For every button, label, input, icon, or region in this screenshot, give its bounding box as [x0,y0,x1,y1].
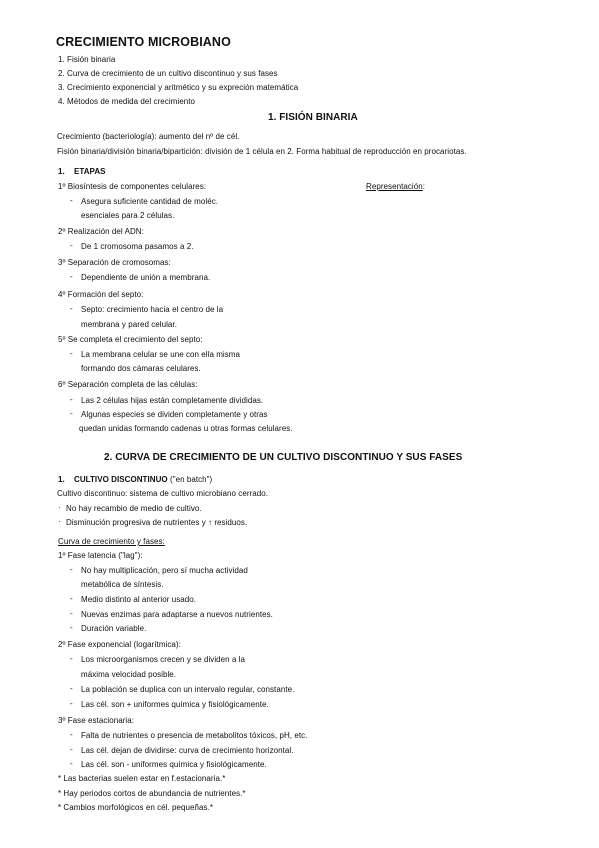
dash-icon: - [70,623,73,632]
dash-icon: - [70,730,73,739]
s2-line-13: Falta de nutrientes o presencia de metabolitos tóxicos, pH, etc. [81,731,308,740]
s1-line-8: 4º Formación del septo: [58,290,144,299]
s1-line-17: quedan unidas formando cadenas u otras formas celulares. [79,424,293,433]
s1-line-6: 3º Separación de cromosomas: [58,258,171,267]
s2-line-8: Los microorganismos crecen y se dividen a la [81,655,246,664]
s1-line-5: De 1 cromosoma pasamos a 2. [81,242,194,251]
s1-line-16: Algunas especies se dividen completamente y otras [81,410,268,419]
dash-icon: - [70,304,73,313]
etapas-heading: ETAPAS [74,167,106,176]
s1-line-4: 2º Realización del ADN: [58,227,144,236]
s2-line-4: Medio distinto al anterior usado. [81,595,197,604]
etapas-number: 1. [58,167,65,176]
dash-icon: - [70,759,73,768]
dash-icon: - [70,745,73,754]
dash-icon: - [70,196,73,205]
dash-icon: - [70,272,73,281]
s2-line-9: máxima velocidad posible. [81,670,177,679]
s2-line-6: Duración variable. [81,624,147,633]
s1-paragraph-1: Crecimiento (bacteriología): aumento del nº de cél. [57,132,240,141]
toc-item-4: 4. Métodos de medida del crecimiento [58,97,195,106]
s2-note-2: * Hay periodos cortos de abundancia de nutrientes.* [58,789,246,798]
s1-line-11: 5º Se completa el crecimiento del septo: [58,335,203,344]
s2-paragraph-1: Cultivo discontinuo: sistema de cultivo microbiano cerrado. [57,489,269,498]
curva-heading: Curva de crecimiento y fases: [58,537,165,546]
s2-note-3: * Cambios morfológicos en cél. pequeñas.* [58,803,214,812]
bullet-icon: · [58,503,61,512]
dash-icon: - [70,654,73,663]
dash-icon: - [70,684,73,693]
dash-icon: - [70,609,73,618]
s2-line-10: La población se duplica con un intervalo regular, constante. [81,685,295,694]
s1-line-9: Septo: crecimiento hacia el centro de la [81,305,224,314]
dash-icon: - [70,241,73,250]
cultivo-rest: ("en batch") [167,475,213,484]
dash-icon: - [70,594,73,603]
dash-icon: - [70,409,73,418]
s1-line-3: esenciales para 2 células. [81,211,175,220]
section-1-heading: 1. FISIÓN BINARIA [268,112,358,123]
s2-bullet-1: No hay recambio de medio de cultivo. [66,504,202,513]
s2-line-14: Las cél. dejan de dividirse: curva de crecimiento horizontal. [81,746,294,755]
cultivo-number: 1. [58,475,65,484]
dash-icon: - [70,699,73,708]
s1-line-15: Las 2 células hijas están completamente divididas. [81,396,264,405]
dash-icon: - [70,565,73,574]
toc-item-1: 1. Fisión binaria [58,55,116,64]
s2-line-3: metabólica de síntesis. [81,580,164,589]
s2-line-7: 2º Fase exponencial (logarítmica): [58,640,181,649]
dash-icon: - [70,395,73,404]
section-2-heading: 2. CURVA DE CRECIMIENTO DE UN CULTIVO DISCONTINUO Y SUS FASES [104,452,463,463]
s1-line-7: Dependiente de unión a membrana. [81,273,211,282]
s2-line-2: No hay multiplicación, pero sí mucha actividad [81,566,248,575]
s2-line-5: Nuevas enzimas para adaptarse a nuevos nutrientes. [81,610,273,619]
document-title: CRECIMIENTO MICROBIANO [56,35,231,49]
s1-paragraph-2: Fisión binaria/división binaria/bipartición: división de 1 célula en 2. Forma habitual de reproducción en procariotas. [57,147,467,156]
toc-item-3: 3. Crecimiento exponencial y aritmético y su expreción matemática [58,83,299,92]
s2-line-12: 3º Fase estacionaria: [58,716,135,725]
s1-line-1: 1º Biosíntesis de componentes celulares: [58,182,207,191]
s2-line-1: 1º Fase latencia ("lag"): [58,551,143,560]
bullet-icon: · [58,517,61,526]
representacion-label [366,182,425,192]
s1-line-13: formando dos cámaras celulares. [81,364,201,373]
s1-line-14: 6º Separación completa de las células: [58,380,198,389]
toc-item-2: 2. Curva de crecimiento de un cultivo discontinuo y sus fases [58,69,278,78]
s1-line-2: Asegura suficiente cantidad de moléc. [81,197,219,206]
s2-line-11: Las cél. son + uniformes química y fisiológicamente. [81,700,269,709]
s2-line-15: Las cél. son - uniformes química y fisiológicamente. [81,760,267,769]
s2-bullet-2: Disminución progresiva de nutrientes y ↑ residuos. [66,518,248,527]
s1-line-10: membrana y pared celular. [81,320,177,329]
s2-note-1: * Las bacterias suelen estar en f.estacionaria.* [58,774,226,783]
s1-line-12: La membrana celular se une con ella misma [81,350,241,359]
cultivo-bold: CULTIVO DISCONTINUO [74,475,168,484]
cultivo-subheading [74,475,212,485]
representacion-text: Representación [366,182,423,191]
representacion-colon: : [422,182,426,191]
dash-icon: - [70,349,73,358]
